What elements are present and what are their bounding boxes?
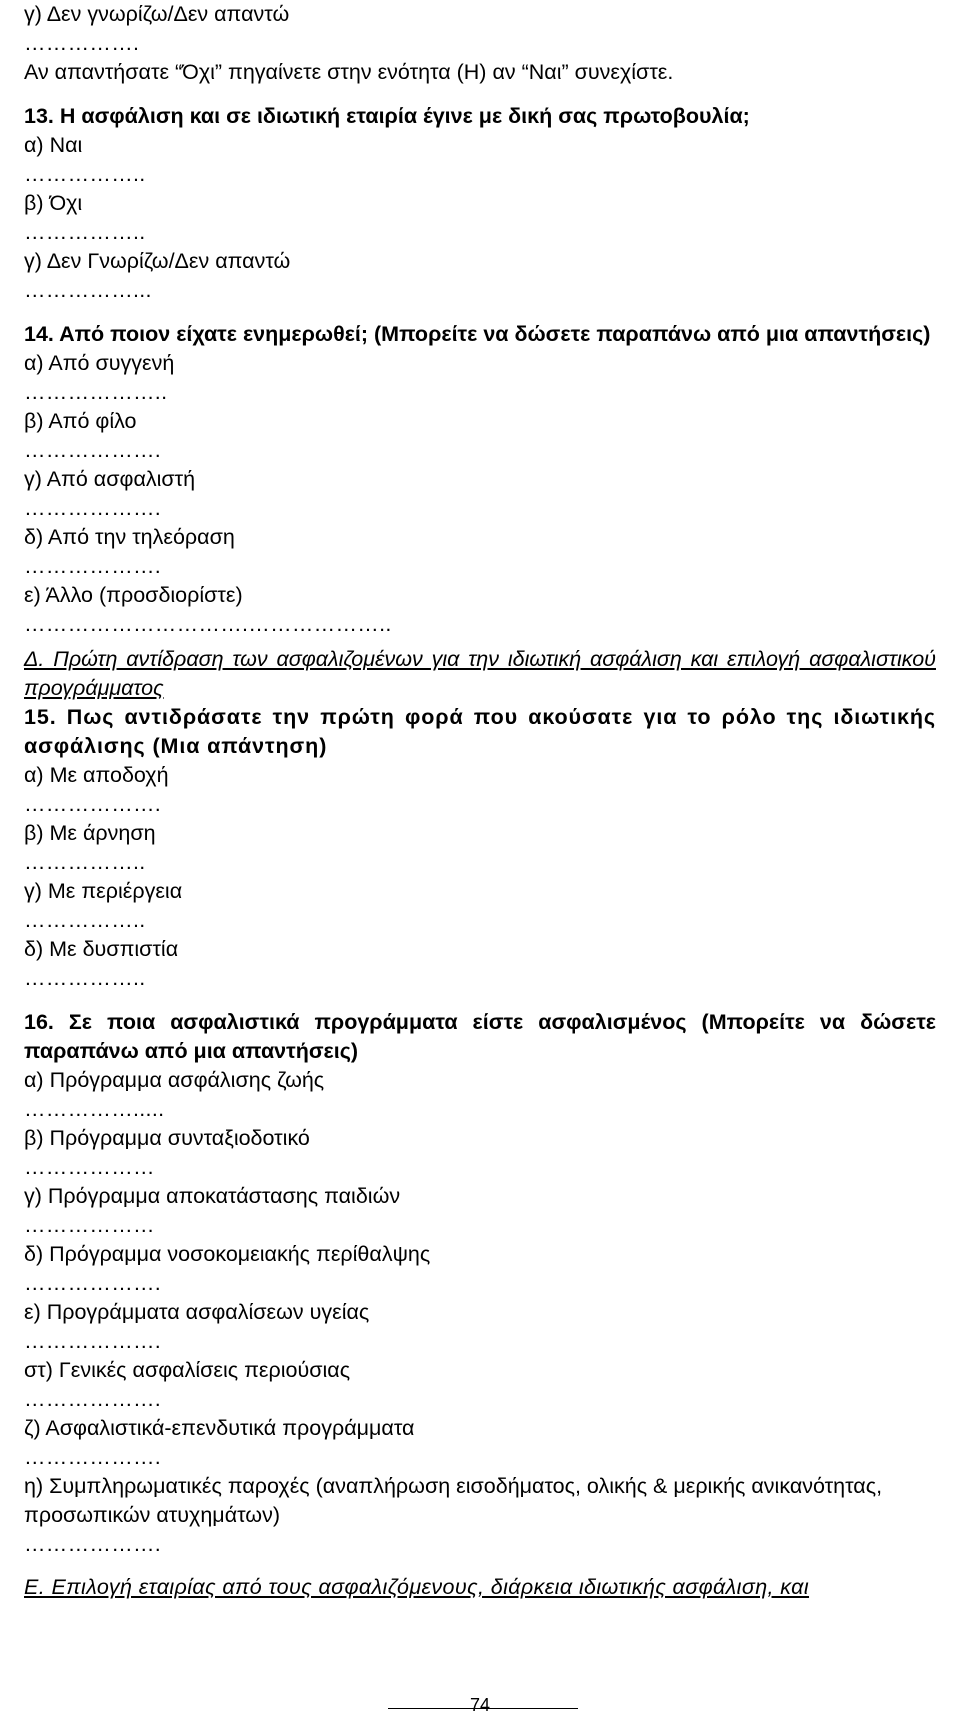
answer-option: στ) Γενικές ασφαλίσεις περιούσιας <box>24 1358 351 1382</box>
answer-option: β) Με άρνηση <box>24 821 156 845</box>
answer-blank: ………………. <box>24 1329 162 1353</box>
answer-option: ζ) Ασφαλιστικά-επενδυτικά προγράμματα <box>24 1416 415 1440</box>
answer-option: ε) Άλλο (προσδιορίστε) <box>24 583 243 607</box>
answer-blank: ………………. <box>24 554 162 578</box>
answer-blank: …………….. <box>24 908 146 932</box>
answer-blank: ……………... <box>24 278 152 302</box>
answer-blank: ……………. <box>24 31 140 55</box>
answer-option: α) Από συγγενή <box>24 351 175 375</box>
answer-option: β) Όχι <box>24 191 83 215</box>
answer-blank: ……………..... <box>24 1097 165 1121</box>
section-heading-e: Ε. Επιλογή εταιρίας από τους ασφαλιζόμενους, διάρκεια ιδιωτικής ασφάλιση, και <box>24 1575 810 1599</box>
answer-option: γ) Με περιέργεια <box>24 879 183 903</box>
answer-option: δ) Πρόγραμμα νοσοκομειακής περίθαλψης <box>24 1242 431 1266</box>
answer-blank: …………….. <box>24 850 146 874</box>
answer-option: δ) Από την τηλεόραση <box>24 525 235 549</box>
answer-option: β) Πρόγραμμα συνταξιοδοτικό <box>24 1126 310 1150</box>
answer-option: β) Από φίλο <box>24 409 137 433</box>
answer-blank: ………………. <box>24 496 162 520</box>
answer-blank: …………….. <box>24 162 146 186</box>
answer-blank: ………………. <box>24 1271 162 1295</box>
instruction-text: Αν απαντήσατε “Όχι” πηγαίνετε στην ενότητα (Η) αν “Ναι” συνεχίστε. <box>24 60 674 84</box>
answer-blank: ……………… <box>24 1155 155 1179</box>
answer-blank: ………………. <box>24 1532 162 1556</box>
answer-option: γ) Από ασφαλιστή <box>24 467 196 491</box>
answer-blank: ……………… <box>24 1213 155 1237</box>
answer-option: δ) Με δυσπιστία <box>24 937 179 961</box>
question-15: 15. Πως αντιδράσατε την πρώτη φορά που ακούσατε για το ρόλο της ιδιωτικής ασφάλισης (Μια απάντηση) <box>24 705 936 758</box>
section-heading-d: Δ. Πρώτη αντίδραση των ασφαλιζομένων για την ιδιωτική ασφάλιση και επιλογή ασφαλιστικού προγράμματος <box>24 647 936 700</box>
answer-option: ε) Προγράμματα ασφαλίσεων υγείας <box>24 1300 370 1324</box>
page-footer <box>0 1693 960 1717</box>
answer-option: γ) Δεν Γνωρίζω/Δεν απαντώ <box>24 249 291 273</box>
answer-option: η) Συμπληρωματικές παροχές (αναπλήρωση εισοδήματος, ολικής & μερικής ανικανότητας, προσωπικών ατυχημάτων) <box>24 1474 883 1527</box>
answer-option: α) Με αποδοχή <box>24 763 169 787</box>
answer-blank: ……………….. <box>24 380 168 404</box>
page-number: 74 <box>469 1695 491 1715</box>
document-page <box>24 0 936 1602</box>
answer-blank: ………………. <box>24 1387 162 1411</box>
answer-blank: ………………. <box>24 792 162 816</box>
answer-blank: ………………. <box>24 438 162 462</box>
answer-blank: …………….. <box>24 966 146 990</box>
question-14: 14. Από ποιον είχατε ενημερωθεί; (Μπορείτε να δώσετε παραπάνω από μια απαντήσεις) <box>24 322 931 346</box>
answer-blank: ………………. <box>24 1445 162 1469</box>
answer-blank: …………….. <box>24 220 146 244</box>
answer-blank: ………………………….……………….. <box>24 612 392 636</box>
answer-option: α) Ναι <box>24 133 83 157</box>
answer-option: γ) Πρόγραμμα αποκατάστασης παιδιών <box>24 1184 401 1208</box>
answer-option: γ) Δεν γνωρίζω/Δεν απαντώ <box>24 2 290 26</box>
question-13: 13. Η ασφάλιση και σε ιδιωτική εταιρία έγινε με δική σας πρωτοβουλία; <box>24 104 750 128</box>
question-16: 16. Σε ποια ασφαλιστικά προγράμματα είστε ασφαλισμένος (Μπορείτε να δώσετε παραπάνω από μια απαντήσεις) <box>24 1010 936 1063</box>
answer-option: α) Πρόγραμμα ασφάλισης ζωής <box>24 1068 325 1092</box>
